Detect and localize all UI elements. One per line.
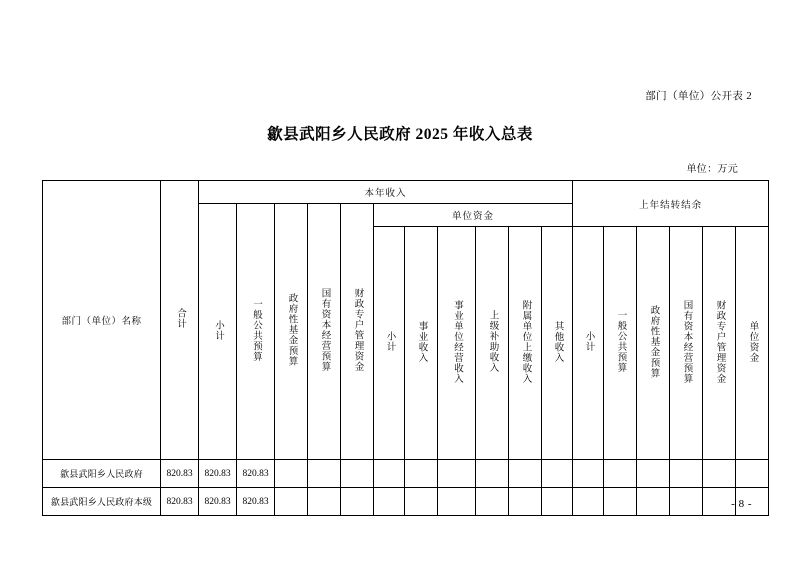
cell-uf-business-operating-revenue	[438, 460, 476, 488]
header-cy-subtotal: 小计	[199, 204, 237, 460]
unit-note: 单位：万元	[686, 164, 738, 175]
header-group-carryover: 上年结转结余	[573, 181, 769, 227]
cell-uf-operating-revenue	[405, 488, 438, 516]
cell-total: 820.83	[161, 488, 199, 516]
header-co-subtotal: 小计	[573, 227, 604, 460]
cell-uf-superior-subsidy-revenue	[476, 488, 509, 516]
row-label: 歙县武阳乡人民政府本级	[43, 488, 161, 516]
cell-co-fiscal-account-funds	[703, 460, 736, 488]
cell-uf-business-operating-revenue	[438, 488, 476, 516]
header-co-state-capital-budget: 国有资本经营预算	[670, 227, 703, 460]
header-uf-operating-revenue: 事业收入	[405, 227, 438, 460]
header-co-general-public-budget: 一般公共预算	[604, 227, 637, 460]
cell-uf-other-revenue	[542, 460, 573, 488]
cell-co-general-public-budget	[604, 488, 637, 516]
header-total-label: 合计	[174, 308, 185, 329]
cell-co-government-fund-budget	[637, 488, 670, 516]
header-uf-subtotal: 小计	[374, 227, 405, 460]
cell-cy-government-fund-budget	[275, 460, 308, 488]
cell-co-government-fund-budget	[637, 460, 670, 488]
header-uf-business-operating-revenue: 事业单位经营收入	[438, 227, 476, 460]
cell-co-subtotal	[573, 460, 604, 488]
cell-cy-subtotal: 820.83	[199, 460, 237, 488]
cell-cy-fiscal-account-funds	[341, 488, 374, 516]
page-title: 歙县武阳乡人民政府 2025 年收入总表	[267, 126, 533, 143]
cell-uf-other-revenue	[542, 488, 573, 516]
header-cy-government-fund-budget: 政府性基金预算	[275, 204, 308, 460]
header-co-unit-funds: 单位资金	[736, 227, 769, 460]
cell-uf-subordinate-remittance-revenue	[509, 488, 542, 516]
cell-total: 820.83	[161, 460, 199, 488]
header-uf-other-revenue: 其他收入	[542, 227, 573, 460]
page-number: - 8 -	[731, 498, 752, 510]
header-cy-fiscal-account-funds: 财政专户管理资金	[341, 204, 374, 460]
cell-cy-subtotal: 820.83	[199, 488, 237, 516]
cell-cy-state-capital-budget	[308, 488, 341, 516]
cell-cy-state-capital-budget	[308, 460, 341, 488]
header-uf-superior-subsidy-revenue: 上级补助收入	[476, 227, 509, 460]
header-group-current-year: 本年收入	[199, 181, 573, 204]
cell-cy-general-public-budget: 820.83	[237, 488, 275, 516]
cell-co-state-capital-budget	[670, 488, 703, 516]
header-cy-state-capital-budget: 国有资本经营预算	[308, 204, 341, 460]
header-cy-general-public-budget: 一般公共预算	[237, 204, 275, 460]
cell-cy-fiscal-account-funds	[341, 460, 374, 488]
table-row	[43, 460, 769, 488]
cell-uf-superior-subsidy-revenue	[476, 460, 509, 488]
cell-uf-subordinate-remittance-revenue	[509, 460, 542, 488]
table-row	[43, 488, 769, 516]
table-header-row-1	[43, 181, 769, 204]
header-total	[161, 181, 199, 460]
header-co-government-fund-budget: 政府性基金预算	[637, 227, 670, 460]
cell-co-subtotal	[573, 488, 604, 516]
cell-cy-government-fund-budget	[275, 488, 308, 516]
header-uf-subordinate-remittance-revenue: 附属单位上缴收入	[509, 227, 542, 460]
cell-co-general-public-budget	[604, 460, 637, 488]
header-co-fiscal-account-funds: 财政专户管理资金	[703, 227, 736, 460]
row-label: 歙县武阳乡人民政府	[43, 460, 161, 488]
cell-uf-subtotal	[374, 488, 405, 516]
cell-co-state-capital-budget	[670, 460, 703, 488]
form-header-label: 部门（单位）公开表 2	[645, 91, 752, 102]
cell-uf-subtotal	[374, 460, 405, 488]
cell-co-unit-funds	[736, 460, 769, 488]
header-row-label: 部门（单位）名称	[43, 181, 161, 460]
cell-cy-general-public-budget: 820.83	[237, 460, 275, 488]
cell-uf-operating-revenue	[405, 460, 438, 488]
revenue-summary-table	[42, 180, 769, 516]
header-group-unit-funds: 单位资金	[374, 204, 573, 227]
